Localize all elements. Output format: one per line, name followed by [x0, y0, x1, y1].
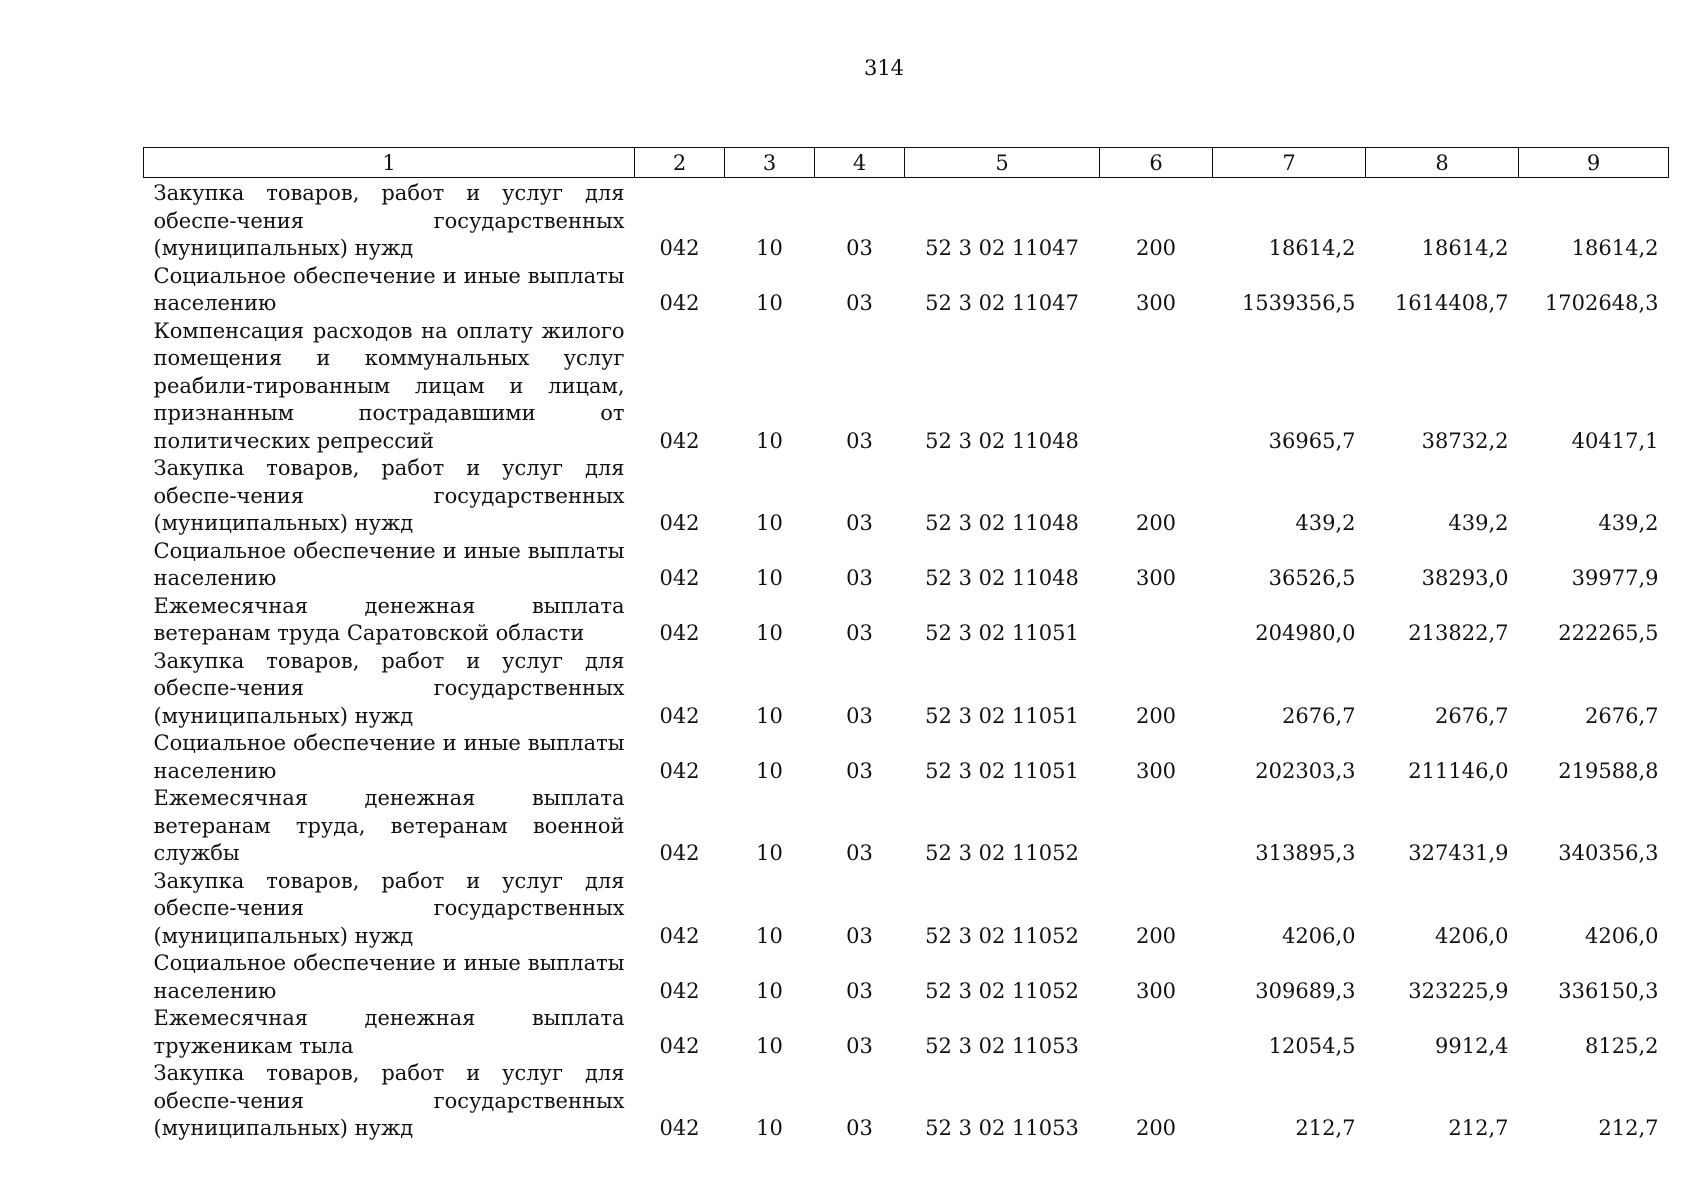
- row-col-8: 212,7: [1448, 1116, 1509, 1140]
- header-cell-2: 2: [635, 148, 725, 178]
- row-col-2: 042: [659, 621, 700, 645]
- row-col-6: 300: [1135, 758, 1177, 783]
- row-col-6: [1100, 593, 1213, 648]
- table-row: [144, 455, 1669, 538]
- table-row: [144, 785, 1669, 868]
- row-description: Социальное обеспечение и иные выплаты населению: [153, 731, 625, 783]
- row-col-2: 042: [659, 566, 700, 590]
- row-description: Закупка товаров, работ и услуг для обеспе-чения государственных (муниципальных) нужд: [153, 181, 625, 260]
- row-col-3: 10: [756, 511, 783, 535]
- row-col-4: 03: [846, 703, 873, 728]
- row-col-4: 03: [846, 1116, 873, 1140]
- table-row: [144, 263, 1669, 318]
- row-col-5: 52 3 02 11048: [925, 566, 1079, 590]
- row-description: Ежемесячная денежная выплата труженикам тыла: [153, 1006, 625, 1058]
- row-col-9: 39977,9: [1571, 566, 1659, 590]
- row-col-8: 1614408,7: [1394, 291, 1509, 315]
- row-description: Социальное обеспечение и иные выплаты населению: [153, 538, 625, 590]
- row-col-8: 327431,9: [1408, 841, 1509, 865]
- row-col-3: 10: [756, 291, 783, 315]
- row-col-7: 313895,3: [1255, 841, 1356, 865]
- header-cell-3: 3: [725, 148, 815, 178]
- row-col-5: 52 3 02 11052: [925, 923, 1079, 948]
- row-col-7: 36526,5: [1268, 566, 1356, 590]
- header-cell-6: 6: [1100, 148, 1213, 178]
- row-description: Закупка товаров, работ и услуг для обеспе-чения государственных (муниципальных) нужд: [153, 1061, 625, 1140]
- header-cell-4: 4: [815, 148, 905, 178]
- row-description: Ежемесячная денежная выплата ветеранам труда Саратовской области: [153, 593, 625, 645]
- row-col-8: 4206,0: [1435, 923, 1509, 948]
- row-col-2: 042: [659, 841, 700, 865]
- header-cell-9: 9: [1519, 148, 1669, 178]
- row-col-9: 439,2: [1598, 511, 1659, 535]
- row-col-3: 10: [756, 1033, 783, 1058]
- row-col-4: 03: [846, 841, 873, 865]
- row-description: Закупка товаров, работ и услуг для обеспе-чения государственных (муниципальных) нужд: [153, 648, 625, 728]
- row-col-9: 18614,2: [1571, 236, 1659, 260]
- budget-table: [143, 147, 1669, 1143]
- row-col-9: 40417,1: [1571, 428, 1659, 453]
- row-col-3: 10: [756, 703, 783, 728]
- row-col-5: 52 3 02 11053: [925, 1033, 1079, 1058]
- row-col-7: 439,2: [1295, 511, 1356, 535]
- row-col-4: 03: [846, 291, 873, 315]
- page-number: 314: [863, 56, 905, 80]
- row-col-9: 219588,8: [1558, 758, 1659, 783]
- row-col-4: 03: [846, 621, 873, 645]
- row-col-6: 200: [1135, 511, 1177, 535]
- row-col-6: [1100, 318, 1213, 456]
- header-row: [144, 148, 1669, 178]
- row-col-6: 300: [1135, 291, 1177, 315]
- table-body: [144, 178, 1669, 1143]
- row-col-8: 18614,2: [1421, 236, 1509, 260]
- table-row: [144, 730, 1669, 785]
- row-col-4: 03: [846, 978, 873, 1003]
- row-col-4: 03: [846, 566, 873, 590]
- row-col-9: 8125,2: [1585, 1033, 1659, 1058]
- row-description: Компенсация расходов на оплату жилого помещения и коммунальных услуг реабили-тированным лицам и лицам, признанным пострадавшими от политических репрессий: [153, 318, 625, 453]
- row-col-3: 10: [756, 1116, 783, 1140]
- row-col-2: 042: [659, 923, 700, 948]
- row-description: Закупка товаров, работ и услуг для обеспе-чения государственных (муниципальных) нужд: [153, 868, 625, 948]
- table-row: [144, 538, 1669, 593]
- table-row: [144, 868, 1669, 951]
- row-col-3: 10: [756, 428, 783, 453]
- row-col-3: 10: [756, 621, 783, 645]
- row-col-7: 18614,2: [1268, 236, 1356, 260]
- row-col-6: [1100, 785, 1213, 868]
- row-col-6: 200: [1135, 1116, 1177, 1140]
- row-col-6: 200: [1135, 703, 1177, 728]
- row-col-5: 52 3 02 11048: [925, 428, 1079, 453]
- table-row: [144, 318, 1669, 456]
- row-col-6: 300: [1135, 566, 1177, 590]
- row-col-9: 212,7: [1598, 1116, 1659, 1140]
- row-col-7: 36965,7: [1268, 428, 1356, 453]
- row-col-6: 200: [1135, 236, 1177, 260]
- row-col-6: 300: [1135, 978, 1177, 1003]
- row-col-2: 042: [659, 236, 700, 260]
- row-col-2: 042: [659, 1116, 700, 1140]
- row-col-2: 042: [659, 758, 700, 783]
- row-col-6: 200: [1135, 923, 1177, 948]
- row-description: Социальное обеспечение и иные выплаты населению: [153, 951, 625, 1003]
- row-col-9: 340356,3: [1558, 841, 1659, 865]
- row-col-2: 042: [659, 511, 700, 535]
- row-col-4: 03: [846, 236, 873, 260]
- row-col-7: 212,7: [1295, 1116, 1356, 1140]
- row-description: Ежемесячная денежная выплата ветеранам труда, ветеранам военной службы: [153, 786, 625, 865]
- header-cell-5: 5: [905, 148, 1100, 178]
- table-row: [144, 648, 1669, 731]
- table-row: [144, 1060, 1669, 1143]
- row-col-5: 52 3 02 11047: [925, 291, 1079, 315]
- row-col-3: 10: [756, 923, 783, 948]
- row-col-9: 336150,3: [1558, 978, 1659, 1003]
- row-col-7: 12054,5: [1268, 1033, 1356, 1058]
- row-col-7: 4206,0: [1282, 923, 1356, 948]
- row-col-5: 52 3 02 11047: [925, 236, 1079, 260]
- header-cell-8: 8: [1366, 148, 1519, 178]
- row-col-9: 4206,0: [1585, 923, 1659, 948]
- row-col-3: 10: [756, 841, 783, 865]
- row-col-3: 10: [756, 758, 783, 783]
- row-description: Закупка товаров, работ и услуг для обеспе-чения государственных (муниципальных) нужд: [153, 456, 625, 535]
- row-col-2: 042: [659, 428, 700, 453]
- row-col-7: 2676,7: [1282, 703, 1356, 728]
- row-col-3: 10: [756, 236, 783, 260]
- row-col-5: 52 3 02 11052: [925, 978, 1079, 1003]
- row-col-5: 52 3 02 11051: [925, 703, 1079, 728]
- row-col-4: 03: [846, 923, 873, 948]
- table-row: [144, 950, 1669, 1005]
- row-description: Социальное обеспечение и иные выплаты населению: [153, 263, 625, 315]
- row-col-7: 1539356,5: [1241, 291, 1356, 315]
- row-col-4: 03: [846, 428, 873, 453]
- row-col-5: 52 3 02 11052: [925, 841, 1079, 865]
- row-col-3: 10: [756, 566, 783, 590]
- row-col-7: 202303,3: [1255, 758, 1356, 783]
- table-row: [144, 178, 1669, 263]
- row-col-8: 211146,0: [1408, 758, 1509, 783]
- row-col-9: 1702648,3: [1544, 291, 1659, 315]
- row-col-4: 03: [846, 511, 873, 535]
- header-cell-1: 1: [144, 148, 635, 178]
- row-col-8: 323225,9: [1408, 978, 1509, 1003]
- row-col-5: 52 3 02 11051: [925, 621, 1079, 645]
- row-col-8: 9912,4: [1435, 1033, 1509, 1058]
- row-col-9: 222265,5: [1558, 621, 1659, 645]
- row-col-7: 204980,0: [1255, 621, 1356, 645]
- row-col-2: 042: [659, 703, 700, 728]
- row-col-8: 2676,7: [1435, 703, 1509, 728]
- row-col-4: 03: [846, 758, 873, 783]
- row-col-2: 042: [659, 978, 700, 1003]
- table-row: [144, 1005, 1669, 1060]
- row-col-4: 03: [846, 1033, 873, 1058]
- row-col-2: 042: [659, 291, 700, 315]
- row-col-7: 309689,3: [1255, 978, 1356, 1003]
- row-col-5: 52 3 02 11053: [925, 1116, 1079, 1140]
- row-col-8: 38293,0: [1421, 566, 1509, 590]
- header-cell-7: 7: [1213, 148, 1366, 178]
- row-col-6: [1100, 1005, 1213, 1060]
- row-col-8: 38732,2: [1421, 428, 1509, 453]
- row-col-9: 2676,7: [1585, 703, 1659, 728]
- row-col-2: 042: [659, 1033, 700, 1058]
- row-col-5: 52 3 02 11051: [925, 758, 1079, 783]
- row-col-8: 439,2: [1448, 511, 1509, 535]
- row-col-3: 10: [756, 978, 783, 1003]
- row-col-8: 213822,7: [1408, 621, 1509, 645]
- table-row: [144, 593, 1669, 648]
- row-col-5: 52 3 02 11048: [925, 511, 1079, 535]
